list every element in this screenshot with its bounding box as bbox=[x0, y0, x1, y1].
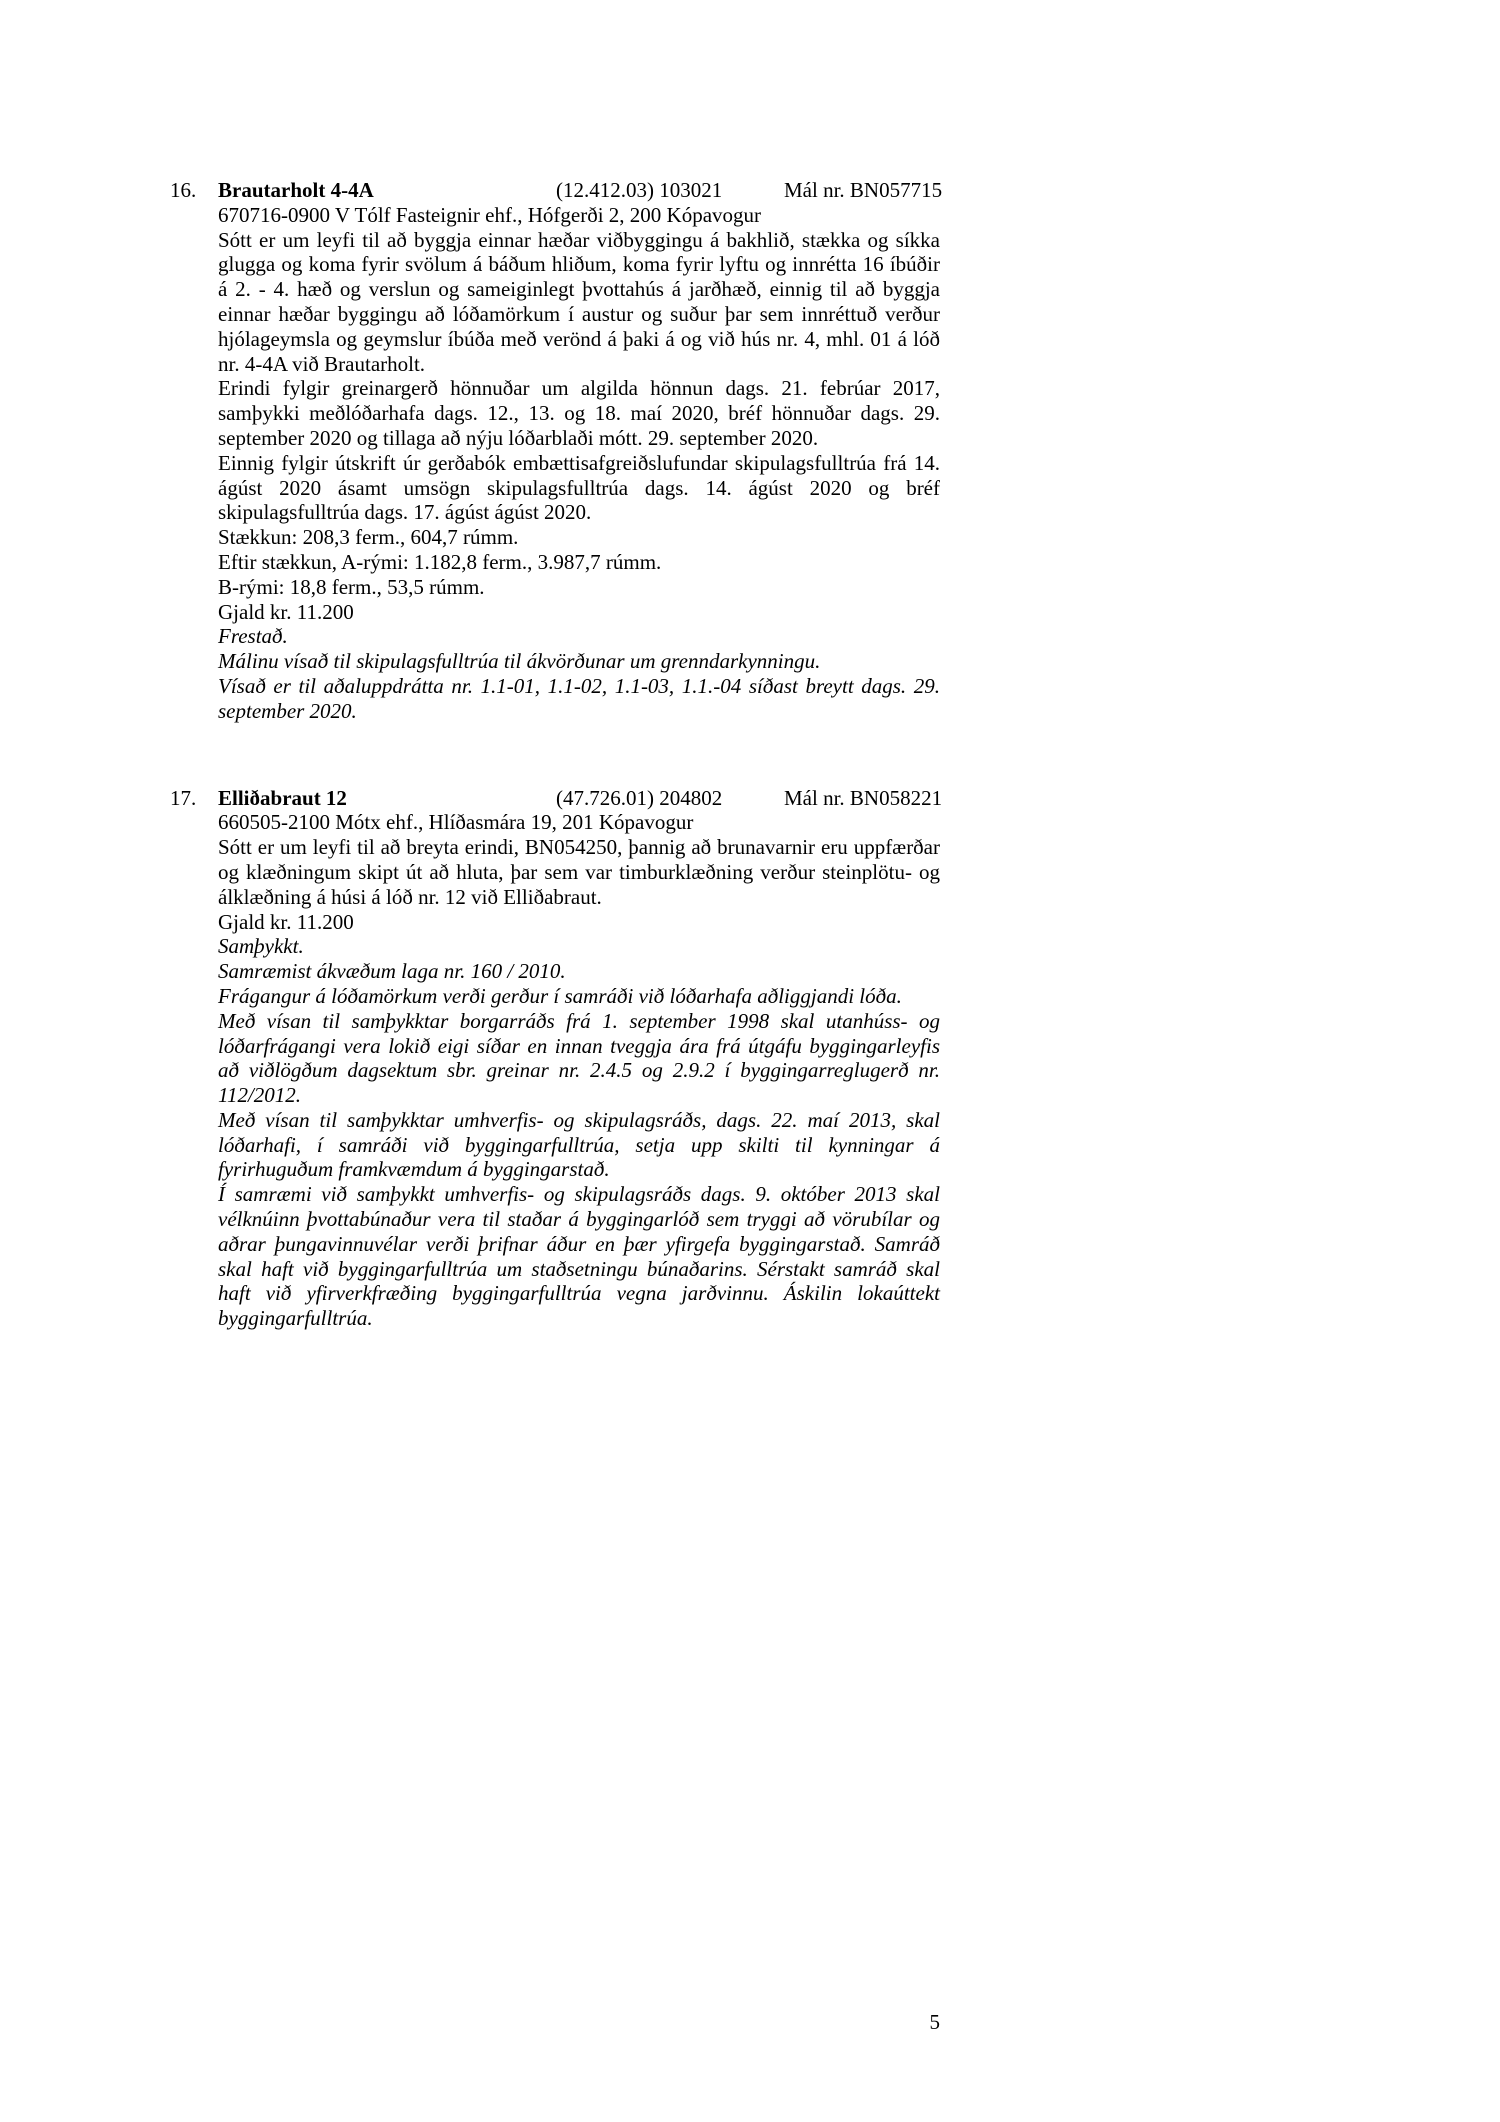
item-reference-code: (47.726.01) 204802 bbox=[556, 785, 723, 810]
decision-text: Samþykkt. bbox=[218, 934, 304, 959]
paragraph: Gjald kr. 11.200 bbox=[218, 909, 354, 934]
item-case-number: Mál nr. BN058221 bbox=[784, 785, 943, 810]
item-applicant-line: 660505-2100 Mótx ehf., Hlíðasmára 19, 201 Kópavogur bbox=[218, 810, 694, 835]
item-reference-code: (12.412.03) 103021 bbox=[556, 178, 723, 202]
paragraph: Eftir stækkun, A-rými: 1.182,8 ferm., 3.987,7 rúmm. bbox=[218, 549, 662, 574]
decision-text: Vísað er til aðaluppdrátta nr. 1.1-01, 1.1-02, 1.1-03, 1.1.-04 síðast breytt dags. 29. september 2020. bbox=[218, 673, 940, 723]
decision-text: Frágangur á lóðamörkum verði gerður í samráði við lóðarhafa aðliggjandi lóða. bbox=[218, 983, 902, 1008]
paragraph: Sótt er um leyfi til að byggja einnar hæðar viðbyggingu á bakhlið, stækka og síkka glugga og koma fyrir svölum á báðum hliðum, koma fyrir lyftu og innrétta 16 íbúðir á 2. - 4. hæð og verslun og sameiginlegt þvottahús á jarðhæð, einnig til að byggja einnar hæðar byggingu að lóðamörkum í austur og suður þar sem innréttuð verður hjólageymsla og geymslur íbúða með verönd á þaki á og við hús nr. 4, mhl. 01 á lóð nr. 4-4A við Brautarholt. bbox=[218, 227, 940, 376]
items-container bbox=[170, 178, 943, 1393]
item-case-number: Mál nr. BN057715 bbox=[784, 178, 943, 202]
item-body bbox=[218, 228, 940, 724]
paragraph: Erindi fylgir greinargerð hönnuðar um algilda hönnun dags. 21. febrúar 2017, samþykki meðlóðarhafa dags. 12., 13. og 18. maí 2020, bréf hönnuðar dags. 29. september 2020 og tillaga að nýju lóðarblaði mótt. 29. september 2020. bbox=[218, 376, 940, 450]
paragraph: Sótt er um leyfi til að breyta erindi, BN054250, þannig að brunavarnir eru uppfærðar og klæðningum skipt út að hluta, þar sem var timburklæðning verður steinplötu- og álklæðning á húsi á lóð nr. 12 við Elliðabraut. bbox=[218, 835, 940, 909]
item-body bbox=[218, 835, 940, 1331]
item-number: 16. bbox=[170, 178, 197, 202]
decision-text: Í samræmi við samþykkt umhverfis- og skipulagsráðs dags. 9. október 2013 skal vélknúinn þvottabúnaður vera til staðar á byggingarlóð sem tryggi að vörubílar og aðrar þungavinnuvélar verði þrifnar áður en þær yfirgefa byggingarstað. Samráð skal haft við byggingarfulltrúa um staðsetningu búnaðarins. Sérstakt samráð skal haft við yfirverkfræðing byggingarfulltrúa vegna jarðvinnu. Áskilin lokaúttekt byggingarfulltrúa. bbox=[218, 1182, 940, 1331]
item-number: 17. bbox=[170, 785, 197, 810]
paragraph: B-rými: 18,8 ferm., 53,5 rúmm. bbox=[218, 574, 485, 599]
paragraph: Einnig fylgir útskrift úr gerðabók embættisafgreiðslufundar skipulagsfulltrúa frá 14. ágúst 2020 ásamt umsögn skipulagsfulltrúa dags. 14. ágúst 2020 og bréf skipulagsfulltrúa dags. 17. ágúst ágúst 2020. bbox=[218, 450, 940, 525]
decision-text: Frestað. bbox=[218, 624, 288, 649]
decision-text: Með vísan til samþykktar umhverfis- og skipulagsráðs, dags. 22. maí 2013, skal lóðarhafi, í samráði við byggingarfulltrúa, setja upp skilti til kynningar á fyrirhuguðum framkvæmdum á byggingarstað. bbox=[218, 1107, 940, 1182]
paragraph: Stækkun: 208,3 ferm., 604,7 rúmm. bbox=[218, 525, 519, 550]
item-address-title: Brautarholt 4-4A bbox=[218, 178, 374, 202]
item-applicant-line: 670716-0900 V Tólf Fasteignir ehf., Hófgerði 2, 200 Kópavogur bbox=[218, 202, 762, 227]
decision-text: Málinu vísað til skipulagsfulltrúa til ákvörðunar um grenndarkynningu. bbox=[218, 649, 821, 674]
decision-text: Með vísan til samþykktar borgarráðs frá 1. september 1998 skal utanhúss- og lóðarfrágangi vera lokið eigi síðar en innan tveggja ára frá útgáfu byggingarleyfis að viðlögðum dagsektum sbr. greinar nr. 2.4.5 og 2.9.2 í byggingarreglugerð nr. 112/2012. bbox=[218, 1008, 940, 1108]
page-number: 5 bbox=[929, 2010, 940, 2034]
decision-text: Samræmist ákvæðum laga nr. 160 / 2010. bbox=[218, 959, 566, 984]
item-address-title: Elliðabraut 12 bbox=[218, 785, 347, 810]
item-header bbox=[170, 785, 943, 811]
paragraph: Gjald kr. 11.200 bbox=[218, 599, 354, 624]
agenda-item bbox=[170, 178, 943, 724]
agenda-item bbox=[170, 785, 943, 1332]
item-header bbox=[170, 178, 943, 203]
